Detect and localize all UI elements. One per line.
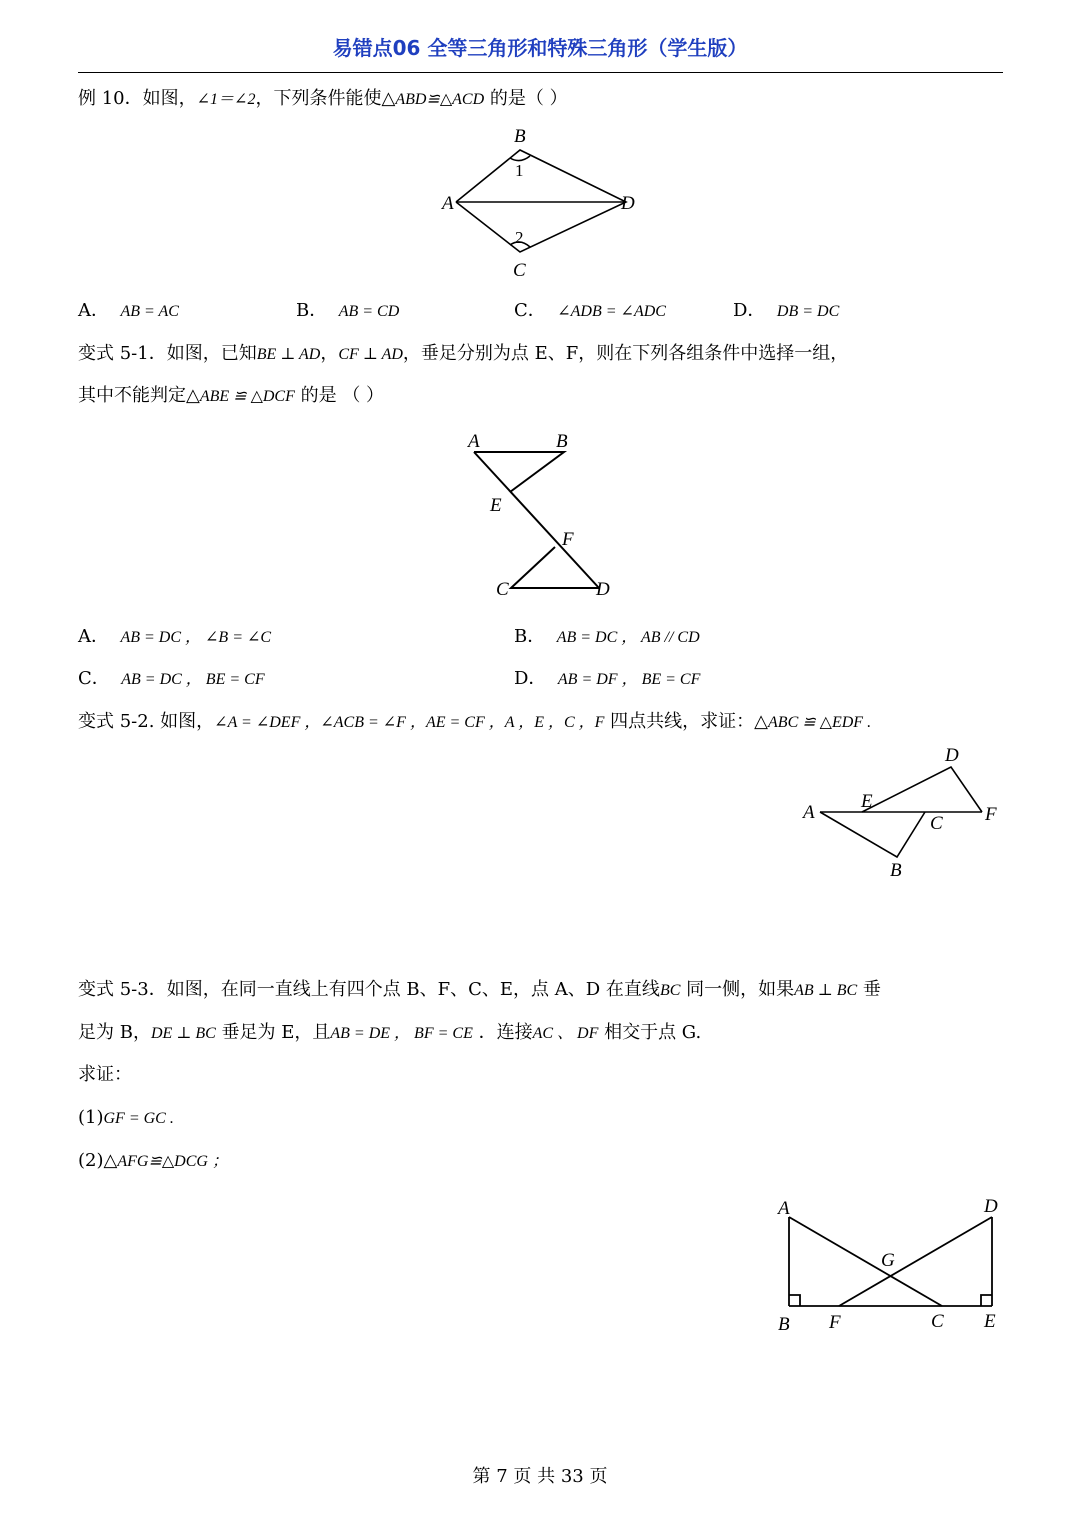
ex10-label-A: A [442,193,454,214]
v53-l1b: 同一侧，如果 [680,979,795,1000]
v51-p3: ，垂足分别为点 E、F，则在下列各组条件中选择一组， [402,343,849,364]
v51-triangle-cfd [511,547,599,588]
header-divider [78,72,1003,73]
v52-triangle-edf [862,767,982,812]
v53-l2c: ．连接 [472,1022,533,1043]
v53-l2m3: AC 、 DF [532,1025,599,1042]
v53-l2m2: AB = DE ， BF = CE [330,1025,473,1042]
ex10-suffix: 的是（ ） [484,88,568,109]
v53-item1-math: GF = GC . [103,1110,174,1127]
v53-l1a: 变式 5-3．如图，在同一直线上有四个点 B、F、C、E，点 A、D 在直线 [78,979,660,1000]
ex10-label-B: B [514,126,526,147]
v52-p2: 四点共线，求证：△ [604,711,769,732]
v53-item-1 [78,1105,174,1132]
v53-item2-number: (2)△ [78,1150,118,1171]
ex10-option-c[interactable] [514,298,666,325]
option-letter: B． [514,626,546,647]
v51-p2: ， [320,343,339,364]
v53-l2b: 垂足为 E，且 [215,1022,331,1043]
v51-option-b[interactable] [514,624,700,651]
v51-l2b: 的是 （ ） [294,385,385,406]
ex10-question [78,86,568,113]
v52-p1: 变式 5-2. 如图， [78,711,215,732]
v53-right-angle-e [981,1295,992,1306]
option-math: AB = DC ， ∠B = ∠C [120,629,272,646]
v53-label-A: A [778,1198,790,1219]
ex10-triangles: ABD≌△ACD [395,91,485,108]
v53-l2a: 足为 B， [78,1022,151,1043]
page-footer: 第 7 页 共 33 页 [472,1466,608,1487]
v52-label-D: D [945,745,959,766]
v51-option-a[interactable] [78,624,271,651]
option-letter: B． [296,300,328,321]
ex10-mid: ，下列条件能使△ [255,88,396,109]
v52-m1: ∠A = ∠DEF ，∠ACB = ∠F ，AE = CF ，A ，E ，C ，F [214,714,605,731]
v53-question-line2 [78,1020,701,1047]
v53-label-G: G [881,1250,895,1271]
v52-triangle-abc [820,812,925,857]
ex10-label-D: D [621,193,635,214]
v53-item-2 [78,1148,228,1175]
v53-question-line1 [78,977,881,1004]
v51-label-D: D [596,579,610,600]
v53-l2d: 相交于点 G. [598,1022,702,1043]
ex10-option-d[interactable] [733,298,839,325]
option-math: AB = AC [120,303,179,320]
v53-l1m: BC [659,982,681,999]
v53-item1-number: (1) [78,1107,104,1128]
v53-l2m: DE ⊥ BC [150,1025,216,1042]
v51-l2a: 其中不能判定△ [78,385,200,406]
v53-figure [765,1190,1010,1340]
option-math: ∠ADB = ∠ADC [557,303,666,320]
v51-question-line2 [78,383,384,410]
v53-segment-ac [789,1217,942,1306]
option-math: AB = CD [338,303,400,320]
v53-label-D: D [984,1196,998,1217]
option-letter: C． [78,668,110,689]
v52-label-C: C [930,813,943,834]
v53-label-C: C [931,1311,944,1332]
v53-label-F: F [829,1312,841,1333]
v52-label-A: A [803,802,815,823]
ex10-prefix: 例 10．如图， [78,88,197,109]
v52-m2: ABC ≌ △EDF . [768,714,872,731]
v51-label-C: C [496,579,509,600]
ex10-label-C: C [513,260,526,281]
v52-question [78,709,871,736]
v51-label-E: E [490,495,502,516]
v52-label-B: B [890,860,902,881]
option-letter: A． [78,626,109,647]
v51-m1: BE ⊥ AD [256,346,321,363]
v51-label-F: F [562,529,574,550]
option-letter: C． [514,300,546,321]
v53-right-angle-b [789,1295,800,1306]
v52-label-F: F [985,804,997,825]
v53-proof-label: 求证： [78,1064,132,1085]
option-letter: A． [78,300,109,321]
ex10-option-b[interactable] [296,298,399,325]
ex10-label-2: 2 [515,228,524,247]
v52-label-E: E [861,791,873,812]
v51-figure [460,425,630,605]
v51-option-d[interactable] [514,666,700,693]
v51-label-B: B [556,431,568,452]
page-header-title: 易错点06 全等三角形和特殊三角形（学生版） [332,36,748,60]
v51-triangle-abe [474,452,564,492]
v51-l2m: ABE ≌ △DCF [199,388,295,405]
v51-question-line1 [78,341,848,368]
v51-option-c[interactable] [78,666,265,693]
v53-label-E: E [984,1311,996,1332]
ex10-option-a[interactable] [78,298,179,325]
ex10-label-1: 1 [515,161,524,180]
option-math: AB = DC ， BE = CF [121,671,265,688]
option-letter: D． [733,300,766,321]
option-letter: D． [514,668,547,689]
v53-l1m2: AB ⊥ BC [794,982,858,999]
v53-segment-df [839,1217,992,1306]
option-math: DB = DC [776,303,840,320]
v53-item2-math: AFG≌△DCG ； [117,1153,228,1170]
option-math: AB = DC ， AB // CD [556,629,700,646]
v53-l1c: 垂 [857,979,881,1000]
v51-m2: CF ⊥ AD [338,346,403,363]
v51-label-A: A [468,431,480,452]
v51-p1: 变式 5-1．如图，已知 [78,343,257,364]
v53-label-B: B [778,1314,790,1335]
option-math: AB = DF ， BE = CF [557,671,701,688]
ex10-kite-outline [456,150,626,252]
ex10-given: ∠1＝∠2 [196,91,256,108]
v52-figure [795,740,1010,882]
ex10-figure [430,122,650,284]
